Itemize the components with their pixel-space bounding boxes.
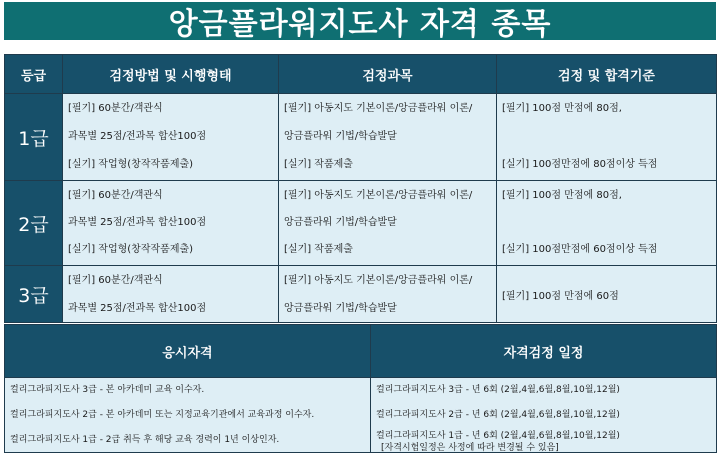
header-criteria: 검정 및 합격기준 — [497, 55, 717, 94]
header-method: 검정방법 및 시행형태 — [63, 55, 279, 94]
subjects-line: 앙금플라워 기법/학습발달 — [284, 303, 397, 314]
subjects-line: [필기] 아동지도 기본이론/앙금플라워 이론/ — [284, 103, 473, 114]
method-line: [실기] 작업형(창작작품제출) — [68, 159, 194, 170]
subjects-cell — [279, 181, 497, 266]
subjects-line: [실기] 작품제출 — [284, 244, 353, 255]
method-line: [필기] 60분간/객관식 — [68, 103, 163, 114]
method-cell — [63, 94, 279, 181]
header-schedule: 자격검정 일정 — [371, 325, 717, 378]
criteria-cell — [497, 94, 717, 181]
table-row — [5, 266, 717, 323]
eligibility-cell — [5, 378, 371, 453]
subjects-line: 앙금플라워 기법/학습발달 — [284, 217, 397, 228]
schedule-line: 컬리그라피지도사 1급 - 년 6회 (2월,4월,6월,8월,10월,12월) — [376, 431, 620, 441]
header-eligibility: 응시자격 — [5, 325, 371, 378]
method-line: [필기] 60분간/객관식 — [68, 190, 163, 201]
criteria-line: [필기] 100점 만점에 60점 — [502, 291, 619, 302]
header-subjects: 검정과목 — [279, 55, 497, 94]
subjects-line: 앙금플라워 기법/학습발달 — [284, 131, 397, 142]
eligibility-schedule-table — [4, 324, 717, 453]
criteria-line: [필기] 100점 만점에 80점, — [502, 190, 622, 201]
table-row — [5, 94, 717, 181]
criteria-cell — [497, 266, 717, 323]
page-title: 앙금플라워지도사 자격 종목 — [4, 2, 716, 40]
subjects-line: [실기] 작품제출 — [284, 159, 353, 170]
eligibility-line: 컬리그라피지도사 2급 - 본 아카데미 또는 지정교육기관에서 교육과정 이수자. — [10, 410, 315, 420]
table-row — [5, 181, 717, 266]
grade-cell: 2급 — [5, 181, 63, 266]
eligibility-line: 컬리그라피지도사 1급 - 2급 취득 후 해당 교육 경력이 1년 이상인자. — [10, 435, 280, 445]
criteria-line: [실기] 100점만점에 60점이상 득점 — [502, 244, 658, 255]
method-cell — [63, 181, 279, 266]
schedule-line: 컬리그라피지도사 3급 - 년 6회 (2월,4월,6월,8월,10월,12월) — [376, 385, 620, 395]
schedule-line: 컬리그라피지도사 2급 - 년 6회 (2월,4월,6월,8월,10월,12월) — [376, 410, 620, 420]
schedule-cell — [371, 378, 717, 453]
subjects-cell — [279, 94, 497, 181]
grade-cell: 3급 — [5, 266, 63, 323]
method-line: 과목별 25점/전과목 합산100점 — [68, 131, 207, 142]
method-line: [필기] 60분간/객관식 — [68, 275, 163, 286]
method-cell — [63, 266, 279, 323]
criteria-line: [필기] 100점 만점에 80점, — [502, 103, 622, 114]
method-line: 과목별 25점/전과목 합산100점 — [68, 303, 207, 314]
subjects-line: [필기] 아동지도 기본이론/앙금플라워 이론/ — [284, 275, 473, 286]
table-header-row — [5, 325, 717, 378]
table-row — [5, 378, 717, 453]
schedule-note: [자격시험일정은 사정에 따라 변경될 수 있음] — [381, 443, 559, 453]
eligibility-line: 컬리그라피지도사 3급 - 본 아카데미 교육 이수자. — [10, 385, 205, 395]
criteria-line: [실기] 100점만점에 80점이상 득점 — [502, 159, 658, 170]
criteria-cell — [497, 181, 717, 266]
grade-cell: 1급 — [5, 94, 63, 181]
header-grade: 등급 — [5, 55, 63, 94]
table-header-row — [5, 55, 717, 94]
subjects-line: [필기] 아동지도 기본이론/앙금플라워 이론/ — [284, 190, 473, 201]
certification-table — [4, 54, 717, 323]
method-line: [실기] 작업형(창작작품제출) — [68, 244, 194, 255]
method-line: 과목별 25점/전과목 합산100점 — [68, 217, 207, 228]
subjects-cell — [279, 266, 497, 323]
